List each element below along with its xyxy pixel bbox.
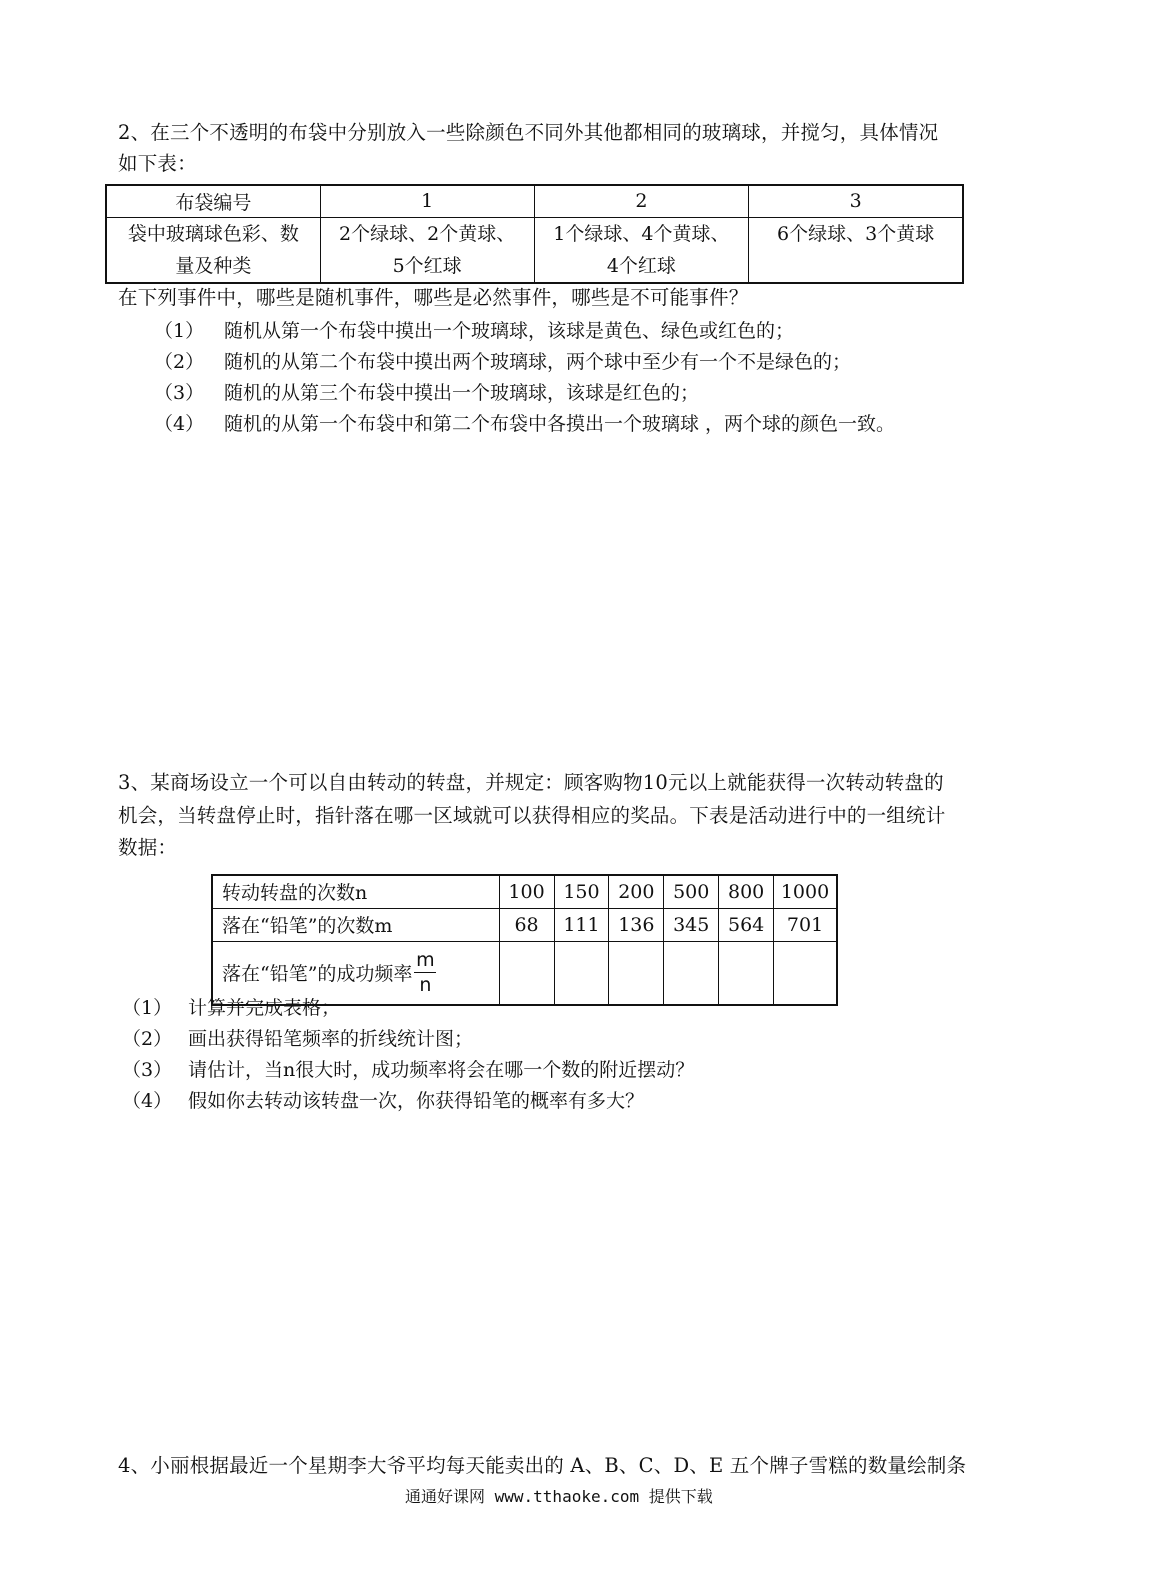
item-number: （4） — [122, 1090, 173, 1112]
item-text: 画出获得铅笔频率的折线统计图； — [188, 1028, 474, 1050]
q3-line-1: 3、某商场设立一个可以自由转动的转盘，并规定：顾客购物10元以上就能获得一次转动转盘的 — [118, 771, 944, 794]
bag2-contents — [534, 217, 749, 283]
m-value: 136 — [609, 908, 664, 941]
item-number: （4） — [154, 413, 205, 435]
n-value: 200 — [609, 875, 664, 908]
bag-table — [105, 184, 964, 284]
q3-item-1 — [122, 996, 340, 1020]
bag1-contents — [320, 217, 534, 283]
q3-line-3: 数据： — [118, 836, 178, 859]
q2-item-1 — [154, 319, 794, 343]
frequency-blank-cell[interactable] — [774, 941, 837, 1005]
item-number: （3） — [154, 382, 205, 404]
item-text: 随机的从第一个布袋中和第二个布袋中各摸出一个玻璃球 ，两个球的颜色一致。 — [224, 413, 896, 435]
q3-item-4 — [122, 1089, 644, 1113]
spinner-row-n-label: 转动转盘的次数n — [212, 875, 499, 908]
frequency-blank-cell[interactable] — [719, 941, 774, 1005]
n-value: 500 — [664, 875, 719, 908]
bag-table-header-label: 布袋编号 — [106, 185, 320, 217]
q2-item-3 — [154, 381, 699, 405]
m-value: 68 — [499, 908, 554, 941]
q2-line-1: 2、在三个不透明的布袋中分别放入一些除颜色不同外其他都相同的玻璃球，并搅匀，具体情况 — [118, 121, 939, 144]
frequency-blank-cell[interactable] — [664, 941, 719, 1005]
n-value: 100 — [499, 875, 554, 908]
bag-table-header-1: 1 — [320, 185, 534, 217]
bag-table-header-3: 3 — [749, 185, 963, 217]
m-value: 701 — [774, 908, 837, 941]
spinner-row-m-label: 落在“铅笔”的次数m — [212, 908, 499, 941]
q3-item-2 — [122, 1027, 473, 1051]
q2-question: 在下列事件中，哪些是随机事件，哪些是必然事件，哪些是不可能事件？ — [118, 286, 749, 309]
item-number: （3） — [122, 1059, 173, 1081]
bag-table-row-label — [106, 217, 320, 283]
fraction-numerator: m — [416, 949, 435, 972]
m-value: 345 — [664, 908, 719, 941]
m-value: 111 — [554, 908, 609, 941]
frequency-blank-cell[interactable] — [609, 941, 664, 1005]
n-value: 150 — [554, 875, 609, 908]
spinner-table — [211, 874, 838, 1006]
row-label-line-2: 量及种类 — [175, 254, 252, 277]
item-number: （2） — [122, 1028, 173, 1050]
m-value: 564 — [719, 908, 774, 941]
page-footer: 通通好课网 www.tthaoke.com 提供下载 — [405, 1487, 713, 1506]
fraction-bar — [414, 972, 436, 973]
item-text: 计算并完成表格； — [188, 997, 341, 1019]
frequency-label-text: 落在“铅笔”的成功频率 — [222, 963, 413, 986]
item-text: 随机的从第三个布袋中摸出一个玻璃球，该球是红色的； — [224, 382, 700, 404]
q2-item-4 — [154, 412, 895, 436]
bag1-line-2: 5个红球 — [392, 254, 462, 277]
n-value: 1000 — [774, 875, 837, 908]
row-label-line-1: 袋中玻璃球色彩、数 — [127, 222, 299, 245]
q3-line-2: 机会，当转盘停止时，指针落在哪一区域就可以获得相应的奖品。下表是活动进行中的一组统计 — [118, 804, 946, 827]
frequency-blank-cell[interactable] — [499, 941, 554, 1005]
bag3-contents — [749, 217, 963, 283]
q2-item-2 — [154, 350, 851, 374]
bag-table-header-2: 2 — [534, 185, 749, 217]
bag2-line-1: 1个绿球、4个黄球、 — [553, 222, 730, 245]
item-number: （1） — [154, 320, 205, 342]
fraction-denominator: n — [419, 974, 432, 997]
bag1-line-1: 2个绿球、2个黄球、 — [339, 222, 516, 245]
q4-line-1: 4、小丽根据最近一个星期李大爷平均每天能卖出的 A、B、C、D、E 五个牌子雪糕的数量绘制条 — [118, 1454, 967, 1477]
item-number: （2） — [154, 351, 205, 373]
fraction-m-over-n — [414, 949, 436, 996]
frequency-blank-cell[interactable] — [554, 941, 609, 1005]
item-text: 请估计，当n很大时，成功频率将会在哪一个数的附近摆动？ — [188, 1059, 695, 1081]
bag2-line-2: 4个红球 — [606, 254, 676, 277]
item-text: 假如你去转动该转盘一次，你获得铅笔的概率有多大？ — [188, 1090, 645, 1112]
item-text: 随机的从第二个布袋中摸出两个玻璃球，两个球中至少有一个不是绿色的； — [224, 351, 852, 373]
item-text: 随机从第一个布袋中摸出一个玻璃球，该球是黄色、绿色或红色的； — [224, 320, 795, 342]
bag3-line-1: 6个绿球、3个黄球 — [777, 222, 935, 245]
q3-item-3 — [122, 1058, 694, 1082]
q2-line-2: 如下表： — [118, 152, 197, 175]
n-value: 800 — [719, 875, 774, 908]
item-number: （1） — [122, 997, 173, 1019]
